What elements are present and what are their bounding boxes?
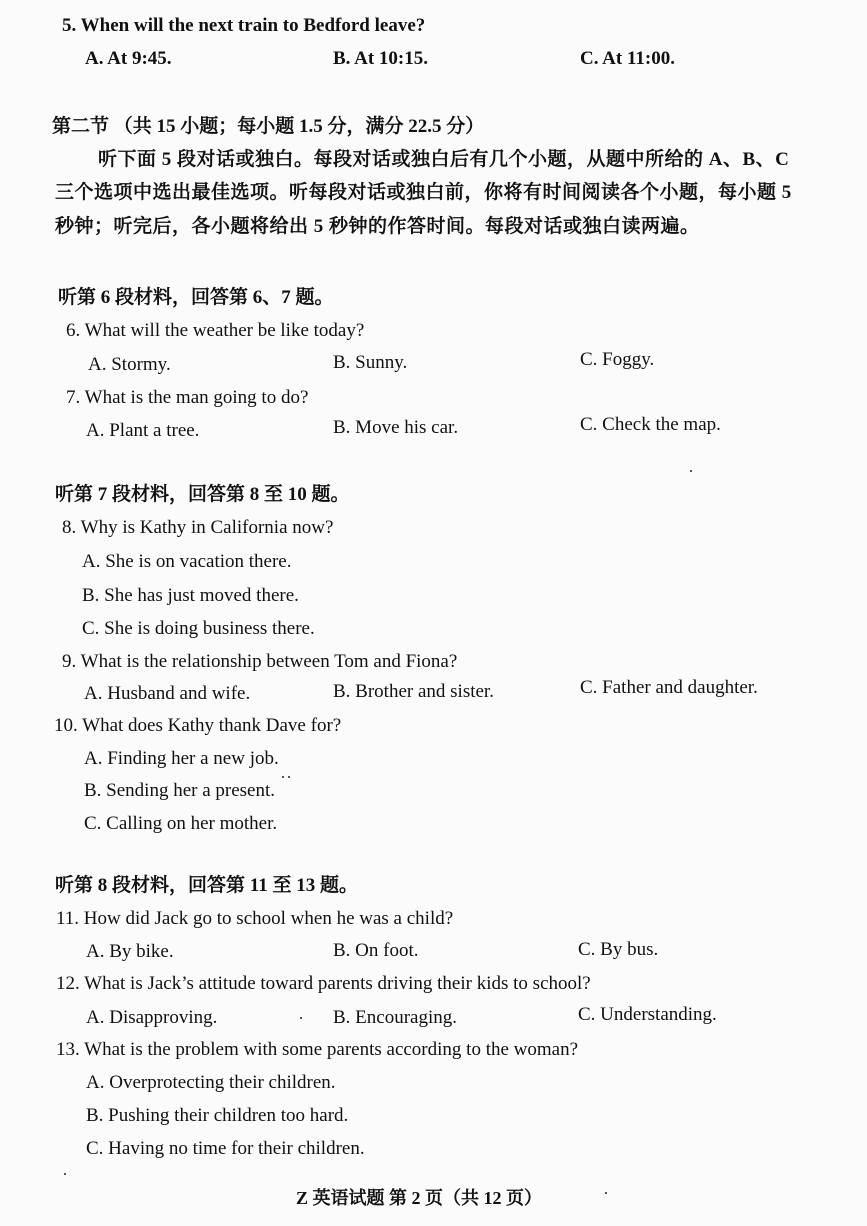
scan-speck bbox=[300, 1017, 302, 1019]
question-6-option-a: A. Stormy. bbox=[88, 354, 171, 375]
scan-speck bbox=[64, 1173, 66, 1175]
question-7-stem: 7. What is the man going to do? bbox=[66, 387, 309, 408]
question-10-option-a: A. Finding her a new job. bbox=[84, 748, 279, 769]
question-12-option-b: B. Encouraging. bbox=[333, 1007, 458, 1028]
question-8-option-b: B. She has just moved there. bbox=[82, 585, 299, 606]
question-9-option-a: A. Husband and wife. bbox=[84, 683, 251, 704]
section-2-instructions-line-3: 秒钟；听完后，各小题将给出 5 秒钟的作答时间。每段对话或独白读两遍。 bbox=[55, 216, 700, 237]
question-8-option-c: C. She is doing business there. bbox=[82, 618, 315, 639]
question-12-stem: 12. What is Jack’s attitude toward parents driving their kids to school? bbox=[56, 973, 591, 994]
question-13-option-b: B. Pushing their children too hard. bbox=[86, 1105, 349, 1126]
scan-speck bbox=[605, 1192, 607, 1194]
section-2-heading: 第二节 （共 15 小题；每小题 1.5 分，满分 22.5 分） bbox=[52, 116, 485, 137]
part-7-heading: 听第 7 段材料，回答第 8 至 10 题。 bbox=[55, 484, 350, 505]
question-5-option-a: A. At 9:45. bbox=[85, 48, 172, 69]
scan-speck bbox=[282, 776, 284, 778]
question-11-option-a: A. By bike. bbox=[86, 941, 174, 962]
question-6-option-c: C. Foggy. bbox=[580, 349, 655, 370]
part-6-heading: 听第 6 段材料，回答第 6、7 题。 bbox=[58, 287, 334, 308]
question-7-option-c: C. Check the map. bbox=[580, 414, 721, 435]
question-7-option-b: B. Move his car. bbox=[333, 417, 459, 438]
section-2-instructions-line-1: 听下面 5 段对话或独白。每段对话或独白后有几个小题，从题中所给的 A、B、C bbox=[98, 149, 790, 170]
question-9-stem: 9. What is the relationship between Tom and Fiona? bbox=[62, 651, 458, 672]
question-10-stem: 10. What does Kathy thank Dave for? bbox=[54, 715, 342, 736]
question-6-option-b: B. Sunny. bbox=[333, 352, 408, 373]
question-8-option-a: A. She is on vacation there. bbox=[82, 551, 292, 572]
question-10-option-c: C. Calling on her mother. bbox=[84, 813, 278, 834]
page-footer: Z 英语试题 第 2 页（共 12 页） bbox=[296, 1188, 543, 1208]
question-11-stem: 11. How did Jack go to school when he was a child? bbox=[56, 908, 454, 929]
question-6-stem: 6. What will the weather be like today? bbox=[66, 320, 365, 341]
question-8-stem: 8. Why is Kathy in California now? bbox=[62, 517, 334, 538]
section-2-instructions-line-2: 三个选项中选出最佳选项。听每段对话或独白前，你将有时间阅读各个小题，每小题 5 bbox=[55, 182, 792, 203]
question-10-option-b: B. Sending her a present. bbox=[84, 780, 276, 801]
question-12-option-a: A. Disapproving. bbox=[86, 1007, 218, 1028]
question-11-option-c: C. By bus. bbox=[578, 939, 659, 960]
question-5-stem: 5. When will the next train to Bedford leave? bbox=[62, 15, 426, 36]
question-13-option-c: C. Having no time for their children. bbox=[86, 1138, 365, 1159]
question-5-option-c: C. At 11:00. bbox=[580, 48, 675, 69]
scan-speck bbox=[288, 776, 290, 778]
scan-speck bbox=[690, 470, 692, 472]
question-13-stem: 13. What is the problem with some parents according to the woman? bbox=[56, 1039, 579, 1060]
question-11-option-b: B. On foot. bbox=[333, 940, 419, 961]
question-9-option-c: C. Father and daughter. bbox=[580, 677, 758, 698]
question-13-option-a: A. Overprotecting their children. bbox=[86, 1072, 336, 1093]
question-12-option-c: C. Understanding. bbox=[578, 1004, 717, 1025]
question-9-option-b: B. Brother and sister. bbox=[333, 681, 494, 702]
question-5-option-b: B. At 10:15. bbox=[333, 48, 428, 69]
part-8-heading: 听第 8 段材料，回答第 11 至 13 题。 bbox=[55, 875, 358, 896]
question-7-option-a: A. Plant a tree. bbox=[86, 420, 200, 441]
